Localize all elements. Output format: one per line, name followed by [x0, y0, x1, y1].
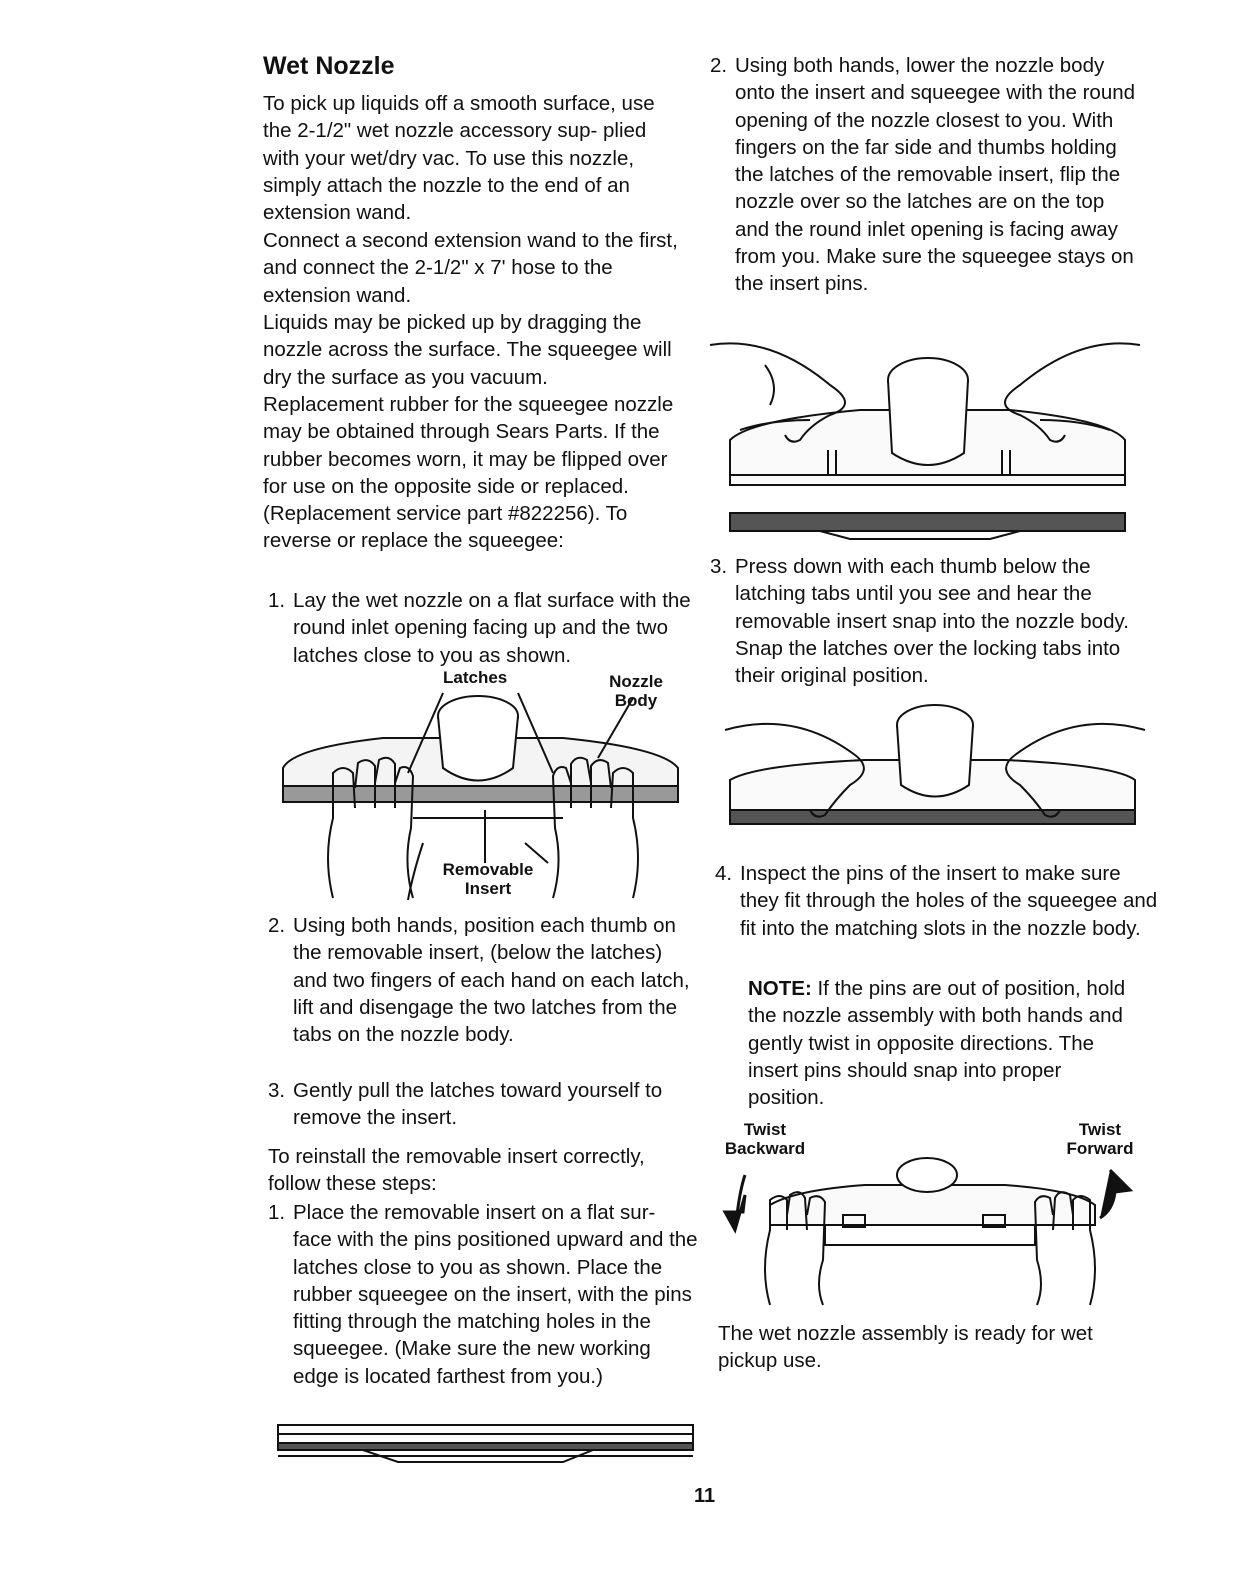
step-number: 4.	[715, 862, 733, 885]
step-3-remove-insert	[268, 1077, 693, 1132]
step-text: Place the removable insert on a flat sur- face with the pins positioned upward and the latches close to you as shown. Place the rubber squeegee on the insert, with the pins fitting through the matching holes in the squeegee. (Make sure the new working edge is located farthest from you.)	[293, 1201, 698, 1388]
label-nozzle-body: Nozzle Body	[609, 672, 663, 710]
paragraph-connect: Connect a second extension wand to the first, and connect the 2-1/2" x 7' hose to the extension wand.	[263, 229, 678, 307]
insert-strip-illustration	[273, 1420, 698, 1470]
label-twist-backward: Twist Backward	[724, 1120, 806, 1158]
step-number: 2.	[268, 914, 286, 937]
figure-press-thumbs	[725, 700, 1145, 845]
step-text: Lay the wet nozzle on a flat surface with the round inlet opening facing up and the two latches close to you as shown.	[293, 589, 691, 667]
section-heading: Wet Nozzle	[263, 52, 395, 80]
paragraph-intro: To pick up liquids off a smooth surface, use the 2-1/2" wet nozzle accessory sup- plied with your wet/dry vac. To use this nozzle, simply attach the nozzle to the end of an extension wand.	[263, 92, 655, 225]
step-2-lower-nozzle	[710, 52, 1143, 298]
step-text: Press down with each thumb below the latching tabs until you see and hear the removable insert snap into the nozzle body. Snap the latches over the locking tabs into their original position.	[735, 555, 1129, 688]
press-thumbs-illustration	[725, 700, 1145, 845]
label-removable-insert: Removable Insert	[442, 860, 534, 898]
paragraph-reinstall-intro: To reinstall the removable insert correctly, follow these steps:	[268, 1145, 645, 1196]
label-latches: Latches	[443, 668, 508, 687]
figure-flip-nozzle	[710, 335, 1140, 540]
reinstall-step-1	[268, 1199, 698, 1390]
figure-nozzle-latches	[263, 668, 695, 908]
step-text: Using both hands, lower the nozzle body onto the insert and squeegee with the round opening of the nozzle closest to you. With fingers on the far side and thumbs holding the latches of the removable insert, flip the nozzle over so the latches are on the top and the round inlet opening is facing away from you. Make sure the squeegee stays on the insert pins.	[735, 54, 1136, 296]
flip-nozzle-illustration	[710, 335, 1140, 540]
step-number: 2.	[710, 54, 728, 77]
note-text: If the pins are out of position, hold the nozzle assembly with both hands and gently twist in opposite directions. The insert pins should snap into proper position.	[748, 977, 1126, 1110]
note-pins-position	[748, 975, 1138, 1111]
paragraph-closing: The wet nozzle assembly is ready for wet pickup use.	[718, 1322, 1093, 1373]
figure-twist-nozzle	[715, 1120, 1145, 1310]
figure-insert-strip	[273, 1420, 698, 1470]
step-4-inspect-pins	[715, 860, 1160, 942]
label-twist-forward: Twist Forward	[1066, 1120, 1134, 1158]
step-number: 1.	[268, 1201, 286, 1224]
step-2-disengage-latches	[268, 912, 698, 1048]
twist-backward-arrow	[725, 1175, 745, 1230]
paragraph-liquids: Liquids may be picked up by dragging the nozzle across the surface. The squeegee will dry the surface as you vacuum.	[263, 311, 672, 389]
twist-forward-arrow	[1100, 1170, 1130, 1218]
step-1-lay-nozzle	[268, 587, 691, 669]
step-number: 3.	[268, 1079, 286, 1102]
step-text: Using both hands, position each thumb on the removable insert, (below the latches) and two fingers of each hand on each latch, lift and disengage the two latches from the tabs on the nozzle body.	[293, 914, 690, 1047]
paragraph-replacement: Replacement rubber for the squeegee nozzle may be obtained through Sears Parts. If the rubber becomes worn, it may be flipped over for use on the opposite side or replaced. (Replacement service part #822256). To reverse or replace the squeegee:	[263, 393, 674, 553]
step-number: 3.	[710, 555, 728, 578]
step-text: Gently pull the latches toward yourself to remove the insert.	[293, 1079, 663, 1130]
step-text: Inspect the pins of the insert to make sure they fit through the holes of the squeegee and fit into the matching slots in the nozzle body.	[740, 862, 1158, 940]
step-3-snap-insert	[710, 553, 1143, 689]
page-number: 11	[694, 1485, 716, 1507]
step-number: 1.	[268, 589, 286, 612]
note-label: NOTE:	[748, 977, 812, 1000]
